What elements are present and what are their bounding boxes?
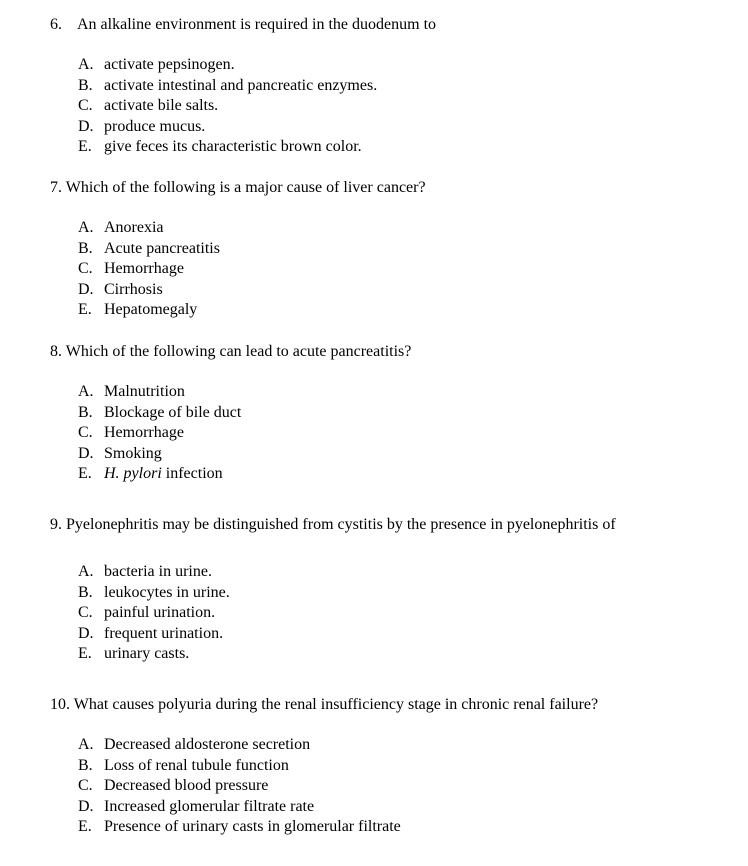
question-text: Pyelonephritis may be distinguished from cystitis by the presence in pyelonephritis of [66, 516, 616, 533]
option-text: infection [165, 465, 223, 482]
option-e [78, 817, 401, 838]
option-text: painful urination. [104, 604, 216, 621]
option-letter: D. [78, 624, 94, 642]
option-text: activate pepsinogen. [104, 56, 235, 73]
option-b [78, 583, 230, 604]
option-b [78, 403, 241, 424]
option-letter: B. [78, 403, 93, 421]
option-letter: C. [78, 424, 93, 441]
question-7-options [78, 218, 220, 321]
option-letter: E. [78, 138, 92, 155]
option-letter: A. [78, 736, 94, 753]
option-c [78, 603, 230, 624]
option-b [78, 239, 220, 260]
option-letter: D. [78, 117, 94, 135]
option-text: Increased glomerular filtrate rate [104, 797, 315, 815]
option-a [78, 55, 377, 76]
option-letter: C. [78, 97, 93, 114]
option-d [78, 117, 377, 138]
question-9-stem [50, 515, 616, 535]
option-letter: E. [78, 818, 92, 835]
option-text: Malnutrition [104, 383, 185, 400]
option-b [78, 76, 377, 97]
question-number: 8. [50, 343, 62, 360]
option-text: give feces its characteristic brown color. [104, 138, 362, 155]
option-a [78, 735, 401, 756]
option-c [78, 423, 241, 444]
option-letter: A. [78, 563, 94, 580]
option-d [78, 624, 230, 645]
question-number: 6. [50, 16, 62, 33]
question-8-stem [50, 342, 411, 362]
option-text: Smoking [104, 444, 162, 462]
option-letter: B. [78, 756, 93, 774]
option-b [78, 756, 401, 777]
option-letter: C. [78, 260, 93, 277]
option-letter: D. [78, 444, 94, 462]
option-text: Hemorrhage [104, 260, 184, 277]
question-text: An alkaline environment is required in the duodenum to [77, 16, 437, 33]
question-6-options [78, 55, 377, 158]
option-letter: A. [78, 56, 94, 73]
option-a [78, 382, 241, 403]
option-text: leukocytes in urine. [104, 583, 230, 601]
option-text: activate bile salts. [104, 97, 219, 114]
option-letter: B. [78, 583, 93, 601]
option-e [78, 300, 220, 321]
question-7-stem [50, 178, 426, 198]
option-d [78, 280, 220, 301]
option-text: frequent urination. [104, 624, 224, 642]
question-10-options [78, 735, 401, 838]
question-number: 7. [50, 179, 62, 196]
option-letter: E. [78, 465, 92, 482]
option-c [78, 259, 220, 280]
option-e [78, 464, 241, 485]
question-10-stem [50, 695, 598, 715]
option-letter: E. [78, 645, 92, 662]
option-text: Decreased aldosterone secretion [104, 736, 311, 753]
option-italic-text: H. pylori [104, 465, 162, 482]
question-6-stem [50, 15, 436, 35]
option-letter: E. [78, 301, 92, 318]
option-a [78, 562, 230, 583]
question-text: Which of the following is a major cause of liver cancer? [65, 179, 426, 196]
option-d [78, 444, 241, 465]
option-text: Acute pancreatitis [104, 239, 220, 257]
option-text: Anorexia [104, 219, 164, 236]
option-text: Hepatomegaly [104, 301, 198, 318]
option-e [78, 644, 230, 665]
question-number: 9. [50, 516, 62, 533]
option-letter: C. [78, 777, 93, 794]
option-text: urinary casts. [104, 645, 190, 662]
option-letter: A. [78, 219, 94, 236]
option-text: Presence of urinary casts in glomerular filtrate [104, 818, 401, 835]
option-letter: D. [78, 797, 94, 815]
question-9-options [78, 562, 230, 665]
option-text: activate intestinal and pancreatic enzymes. [104, 76, 378, 94]
option-text: produce mucus. [104, 117, 206, 135]
question-number: 10. [50, 696, 70, 713]
option-letter: A. [78, 383, 94, 400]
option-text: Loss of renal tubule function [104, 756, 289, 774]
option-letter: B. [78, 76, 93, 94]
option-text: bacteria in urine. [104, 563, 212, 580]
option-a [78, 218, 220, 239]
option-letter: D. [78, 280, 94, 298]
option-text: Hemorrhage [104, 424, 184, 441]
question-text: What causes polyuria during the renal insufficiency stage in chronic renal failure? [73, 696, 599, 713]
option-text: Decreased blood pressure [104, 777, 269, 794]
option-c [78, 96, 377, 117]
question-text: Which of the following can lead to acute pancreatitis? [65, 343, 412, 360]
option-c [78, 776, 401, 797]
option-e [78, 137, 377, 158]
option-text: Cirrhosis [104, 280, 163, 298]
option-letter: B. [78, 239, 93, 257]
option-d [78, 797, 401, 818]
question-8-options [78, 382, 241, 485]
option-text: Blockage of bile duct [104, 403, 242, 421]
option-letter: C. [78, 604, 93, 621]
